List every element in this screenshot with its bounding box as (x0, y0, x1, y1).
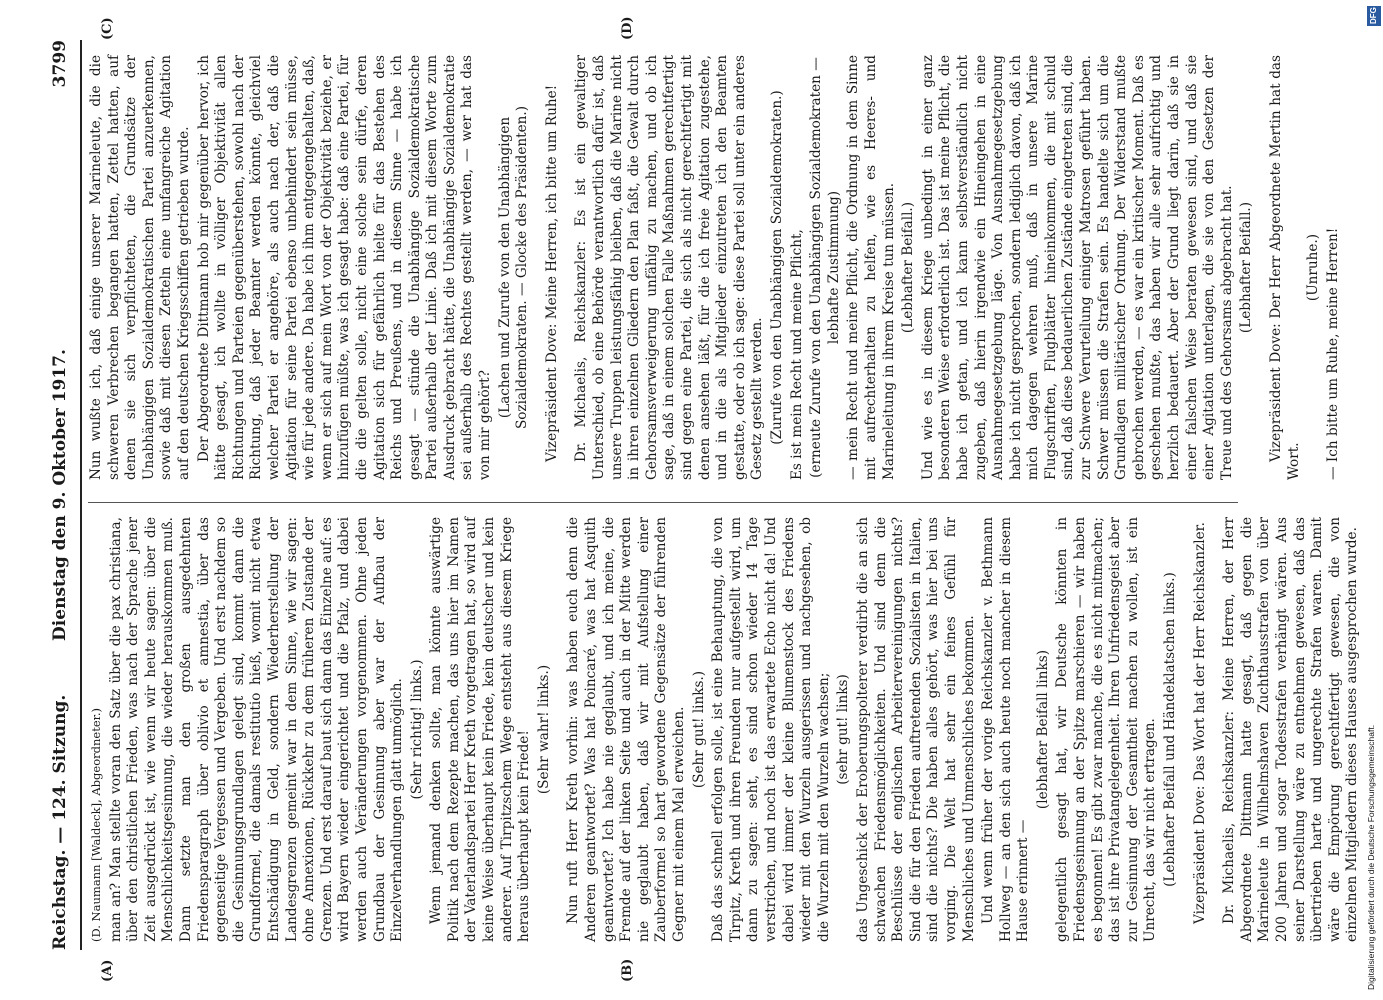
paragraph: (D. Naumann [Waldeck], Abgeordneter.) (89, 707, 103, 942)
paragraph: (sehr gut! links) (835, 674, 852, 785)
paragraph: Und wenn früher der vorige Reichskanzler v. Bethmann Hollweg — an den sich auch heute noch mancher in diesem Hause erinnert — (980, 517, 1032, 942)
paragraph: (Lebhafter Beifall.) (900, 201, 917, 334)
paragraph: Nun ruft Herr Kreth vorhin: was haben euch denn die Anderen geantwortet? Was hat Poincaré, was hat Asquith geantwortet? Ich habe nie geglaubt, und ich meine, die Fremde auf der linken Seite und auch in der Mitte werden nie geglaubt haben, daß wir mit Aufstellung einer Zauberformel so hart gewordene Gegensätze der führenden Gegner mit einem Mal erweichen. (565, 517, 687, 942)
header-date: Dienstag den 9. Oktober 1917. (50, 349, 70, 641)
column-divider (88, 502, 1238, 503)
paragraph: Vizepräsident Dove: Meine Herren, ich bitte um Ruhe! (543, 84, 560, 462)
paragraph: Der Abgeordnete Dittmann hob mir gegenüber hervor, ich hätte gesagt, ich wollte in völliger Objektivität allen Richtungen und Parteien gegenüberstehen, sowohl nach der Richtung, daß jeder Beamter werden könnte, gleichviel welcher Partei er angehöre, als auch nach der, daß die Agitation für seine Partei ebenso unbehindert sein müsse, wie für jede andere. Da habe ich ihm entgegengehalten, daß, wenn er sich auf mein Wort von der Objektivität beziehe, er hinzufügen müßte, was ich gesagt habe: daß eine Partei, für die die gelten solle, nicht eine solche sein dürfe, deren Agitation sich für gefährlich hielte für das Bestehen des Reichs und Preußens, und in diesem Sinne — habe ich gesagt — stünde die Unabhängige Sozialdemokratische Partei außerhalb der Linie. Daß ich mit diesem Worte zum Ausdruck gebracht hätte, die Unabhängige Sozialdemokratie sei außerhalb des Rechtes gestellt werden, — wer hat das von mir gehört? (195, 55, 494, 480)
paragraph: Nun wußte ich, daß einige unserer Marineleute, die die schweren Verbrechen begangen hatten, Zettel hatten, auf denen sie sich verpflichteten, die Grundsätze der Unabhängigen Sozialdemokratischen Partei anzuerkennen, sowie daß mit diesen Zetteln eine umfangreiche Agitation auf den deutschen Kriegsschiffen getrieben wurde. (88, 55, 192, 480)
paragraph: — mein Recht und meine Pflicht, die Ordnung in dem Sinne mit aufrechterhalten zu helfen, wie es Heeres- und Marineleitung in ihrem Kreise tun müssen. (845, 55, 897, 480)
paragraph: (erneute Zurufe von den Unabhängigen Sozialdemokraten — lebhafte Zustimmung) (808, 57, 842, 478)
paragraph: Es ist mein Recht und meine Pflicht, (788, 229, 805, 480)
right-text-column (88, 55, 1341, 480)
paragraph: Dr. Michaelis, Reichskanzler: Es ist ein gewaltiger Unterschied, ob eine Behörde verantwortlich dafür ist, daß unsere Truppen leistungsfähig bleiben, daß die Marine nicht in ihren einzelnen Gliedern den Plan faßt, die Gewalt durch Gehorsamsverweigerung unfähig zu machen, und ob ich sage, daß in einem solchen Falle Maßnahmen gerechtfertigt sind gegen eine Partei, die sich als nicht gerechtfertigt mit denen ansehen läßt, für die ich freie Agitation zugestehe, und in die als Mitglieder einzutreten ich den Beamten gestatte, oder ob ich sage: diese Partei soll unter ein anderes Gesetz gestellt werden. (573, 55, 766, 480)
paragraph: (Sehr wahr! links.) (535, 664, 552, 795)
dfg-logo (1367, 6, 1381, 26)
paragraph: Und wie es in diesem Kriege unbedingt in einer ganz besonderen Weise erforderlich ist. Das ist meine Pflicht, die habe ich getan, und ich kann selbstverständlich nicht zugeben, daß hierin irgendwie ein Hineingehen in eine Ausnahmegesetzgebung läge. Von Ausnahmegesetzgebung habe ich nicht gesprochen, sondern lediglich davon, daß ich mich dagegen wehren muß, daß in unsere Marine Flugschriften, Flugblätter hineinkommen, die mit schuld sind, daß diese bedauerlichen Zustände eingetreten sind, die zur Schwere Verurteilung einiger Matrosen geführt haben. Schwer müssen die Strafen sein. Es handelte sich um die Grundlagen militärischer Ordnung. Der Widerstand mußte gebrochen werden, — es war ein kritischer Moment. Daß es geschehen mußte, das haben wir alle sehr aufrichtig und herzlich bedauert. Aber der Grund liegt darin, daß sie in einer falschen Weise beraten gewesen sind, und daß sie einer Agitation unterlagen, die sie von den Gesetzen der Treue und des Gehorsams abgebracht hat. (919, 55, 1235, 480)
paragraph: Vizepräsident Dove: Der Herr Abgeordnete Mertin hat das Wort. (1268, 55, 1302, 480)
paragraph: man an? Man stellte voran den Satz über die pax christiana, über den christlichen Frieden, was nach der Sprache jener Zeit ausgedrückt ist, wie wenn wir heute sagen: über die Menschlichkeitsgesinnung, die wieder herauskommen muß. Dann setzte man den großen ausgedehnten Friedensparagraph über oblivio et amnestia, über das gegenseitige Vergessen und Vergeben. Und erst nachdem so die Gesinnungsgrundlagen gelegt sind, kommt dann die Grundformel, die damals restitutio hieß, womit nicht etwa Entschädigung in Geld, sondern Wiederherstellung der Landesgrenzen gemeint war in dem Sinne, wie wir sagen: ohne Annexionen, Rückkehr zu dem früheren Zustande der Grenzen. Und erst darauf baut sich dann das Einzelne auf: es wird Bayern wieder eingerichtet und die Pfalz, und dabei werden auch Veränderungen vorgenommen. Ohne jeden Grundbau der Gesinnung aber war der Aufbau der Einzelverhandlungen glatt unmöglich. (107, 517, 406, 942)
paragraph: Vizepräsident Dove: Das Wort hat der Herr Reichskanzler. (1191, 522, 1208, 924)
margin-mark-c: (C) (100, 17, 115, 40)
paragraph: Daß das schnell erfolgen solle, ist eine Behauptung, die von Tirpitz, Kreth und ihren Freunden nur aufgestellt wird, um dann zu sagen: seht, es sind schon wieder 14 Tage verstrichen, und noch ist das erwartete Echo nicht da! Und dabei wird immer der kleine Blumenstock des Friedens wieder mit den Wurzeln ausgerissen und nachgesehen, ob die Wurzeln mit den Wurzeln wachsen; (710, 517, 832, 942)
paragraph: (Zurufe von den Unabhängigen Sozialdemokraten.) (768, 90, 785, 445)
digitization-credit (1366, 30, 1380, 990)
paragraph: Wenn jemand denken sollte, man könnte auswärtige Politik nach dem Rezepte machen, das uns hier im Namen der Vaterlandspartei Herr Kreth vorgetragen hat, so wird auf keine Weise überhaupt kein Friede, kein deutscher und kein anderer. Auf Tirpitzschem Wege entsteht aus diesem Kriege heraus überhaupt kein Friede! (428, 517, 533, 942)
paragraph: (Unruhe.) (1305, 233, 1322, 302)
paragraph: gelegentlich gesagt hat, wir Deutsche könnten in Friedensgesinnung an der Spitze marschieren — wir haben es begonnen! Es gibt zwar manche, die es nicht mitmachen; das ist ihre Privatangelegenheit. Ihren Unfriedensgeist aber zur Gesinnung der Gesamtheit machen zu wollen, ist ein Unrecht, das wir nicht ertragen. (1054, 517, 1159, 942)
paragraph: (lebhafter Beifall links) (1034, 649, 1051, 810)
margin-mark-d: (D) (620, 16, 635, 40)
paragraph: Dr. Michaelis, Reichskanzler: Meine Herren, der Herr Abgeordnete Dittmann hatte gesagt, daß gegen die Marineleute in Wilhelmshaven Zuchthausstrafen von über 200 Jahren und sogar Todesstrafen verhängt wären. Aus seiner Darstellung wäre zu entnehmen gewesen, daß das übertrieben harte und ungerechte Strafen waren. Damit wäre die Empörung gerechtfertigt gewesen, die von einzelnen Mitgliedern dieses Hauses ausgesprochen wurde. (1221, 517, 1361, 942)
margin-mark-a: (A) (100, 959, 115, 982)
page-number: 3799 (50, 40, 70, 88)
paragraph: (Sehr richtig! links.) (408, 659, 425, 800)
left-text-column (88, 517, 1361, 942)
header-left: Reichstag. — 124. Sitzung. (50, 694, 70, 950)
paragraph: (Lachen und Zurufe von den Unabhängigen Sozialdemokraten. — Glocke des Präsidenten.) (496, 105, 531, 430)
paragraph: (Lebhafter Beifall und Händeklatschen links.) (1162, 572, 1179, 887)
margin-mark-b: (B) (620, 958, 635, 982)
dfg-logo-text: DFG (1369, 7, 1378, 24)
paragraph: — Ich bitte um Ruhe, meine Herren! (1324, 227, 1341, 480)
digitization-credit-text: Digitalisierung gefördert durch die Deutsche Forschungsgemeinschaft. (1366, 724, 1376, 990)
paragraph: (Sehr gut! links.) (690, 670, 707, 789)
paragraph: (Lebhafter Beifall.) (1238, 201, 1255, 334)
paragraph: das Ungeschick der Eroberungspolterer verdirbt die an sich schwachen Friedensmöglichkeiten. Und sind denn die Beschlüsse der englischen Arbeitervereinigungen nichts? Sind die für den Frieden auftretenden Sozialisten in Italien, sind die nichts? Die haben alles gehört, was hier bei uns vorging. Die Welt hat sehr ein feines Gefühl für Menschliches und Unmenschliches bekommen. (854, 517, 977, 942)
page-header (40, 40, 82, 950)
